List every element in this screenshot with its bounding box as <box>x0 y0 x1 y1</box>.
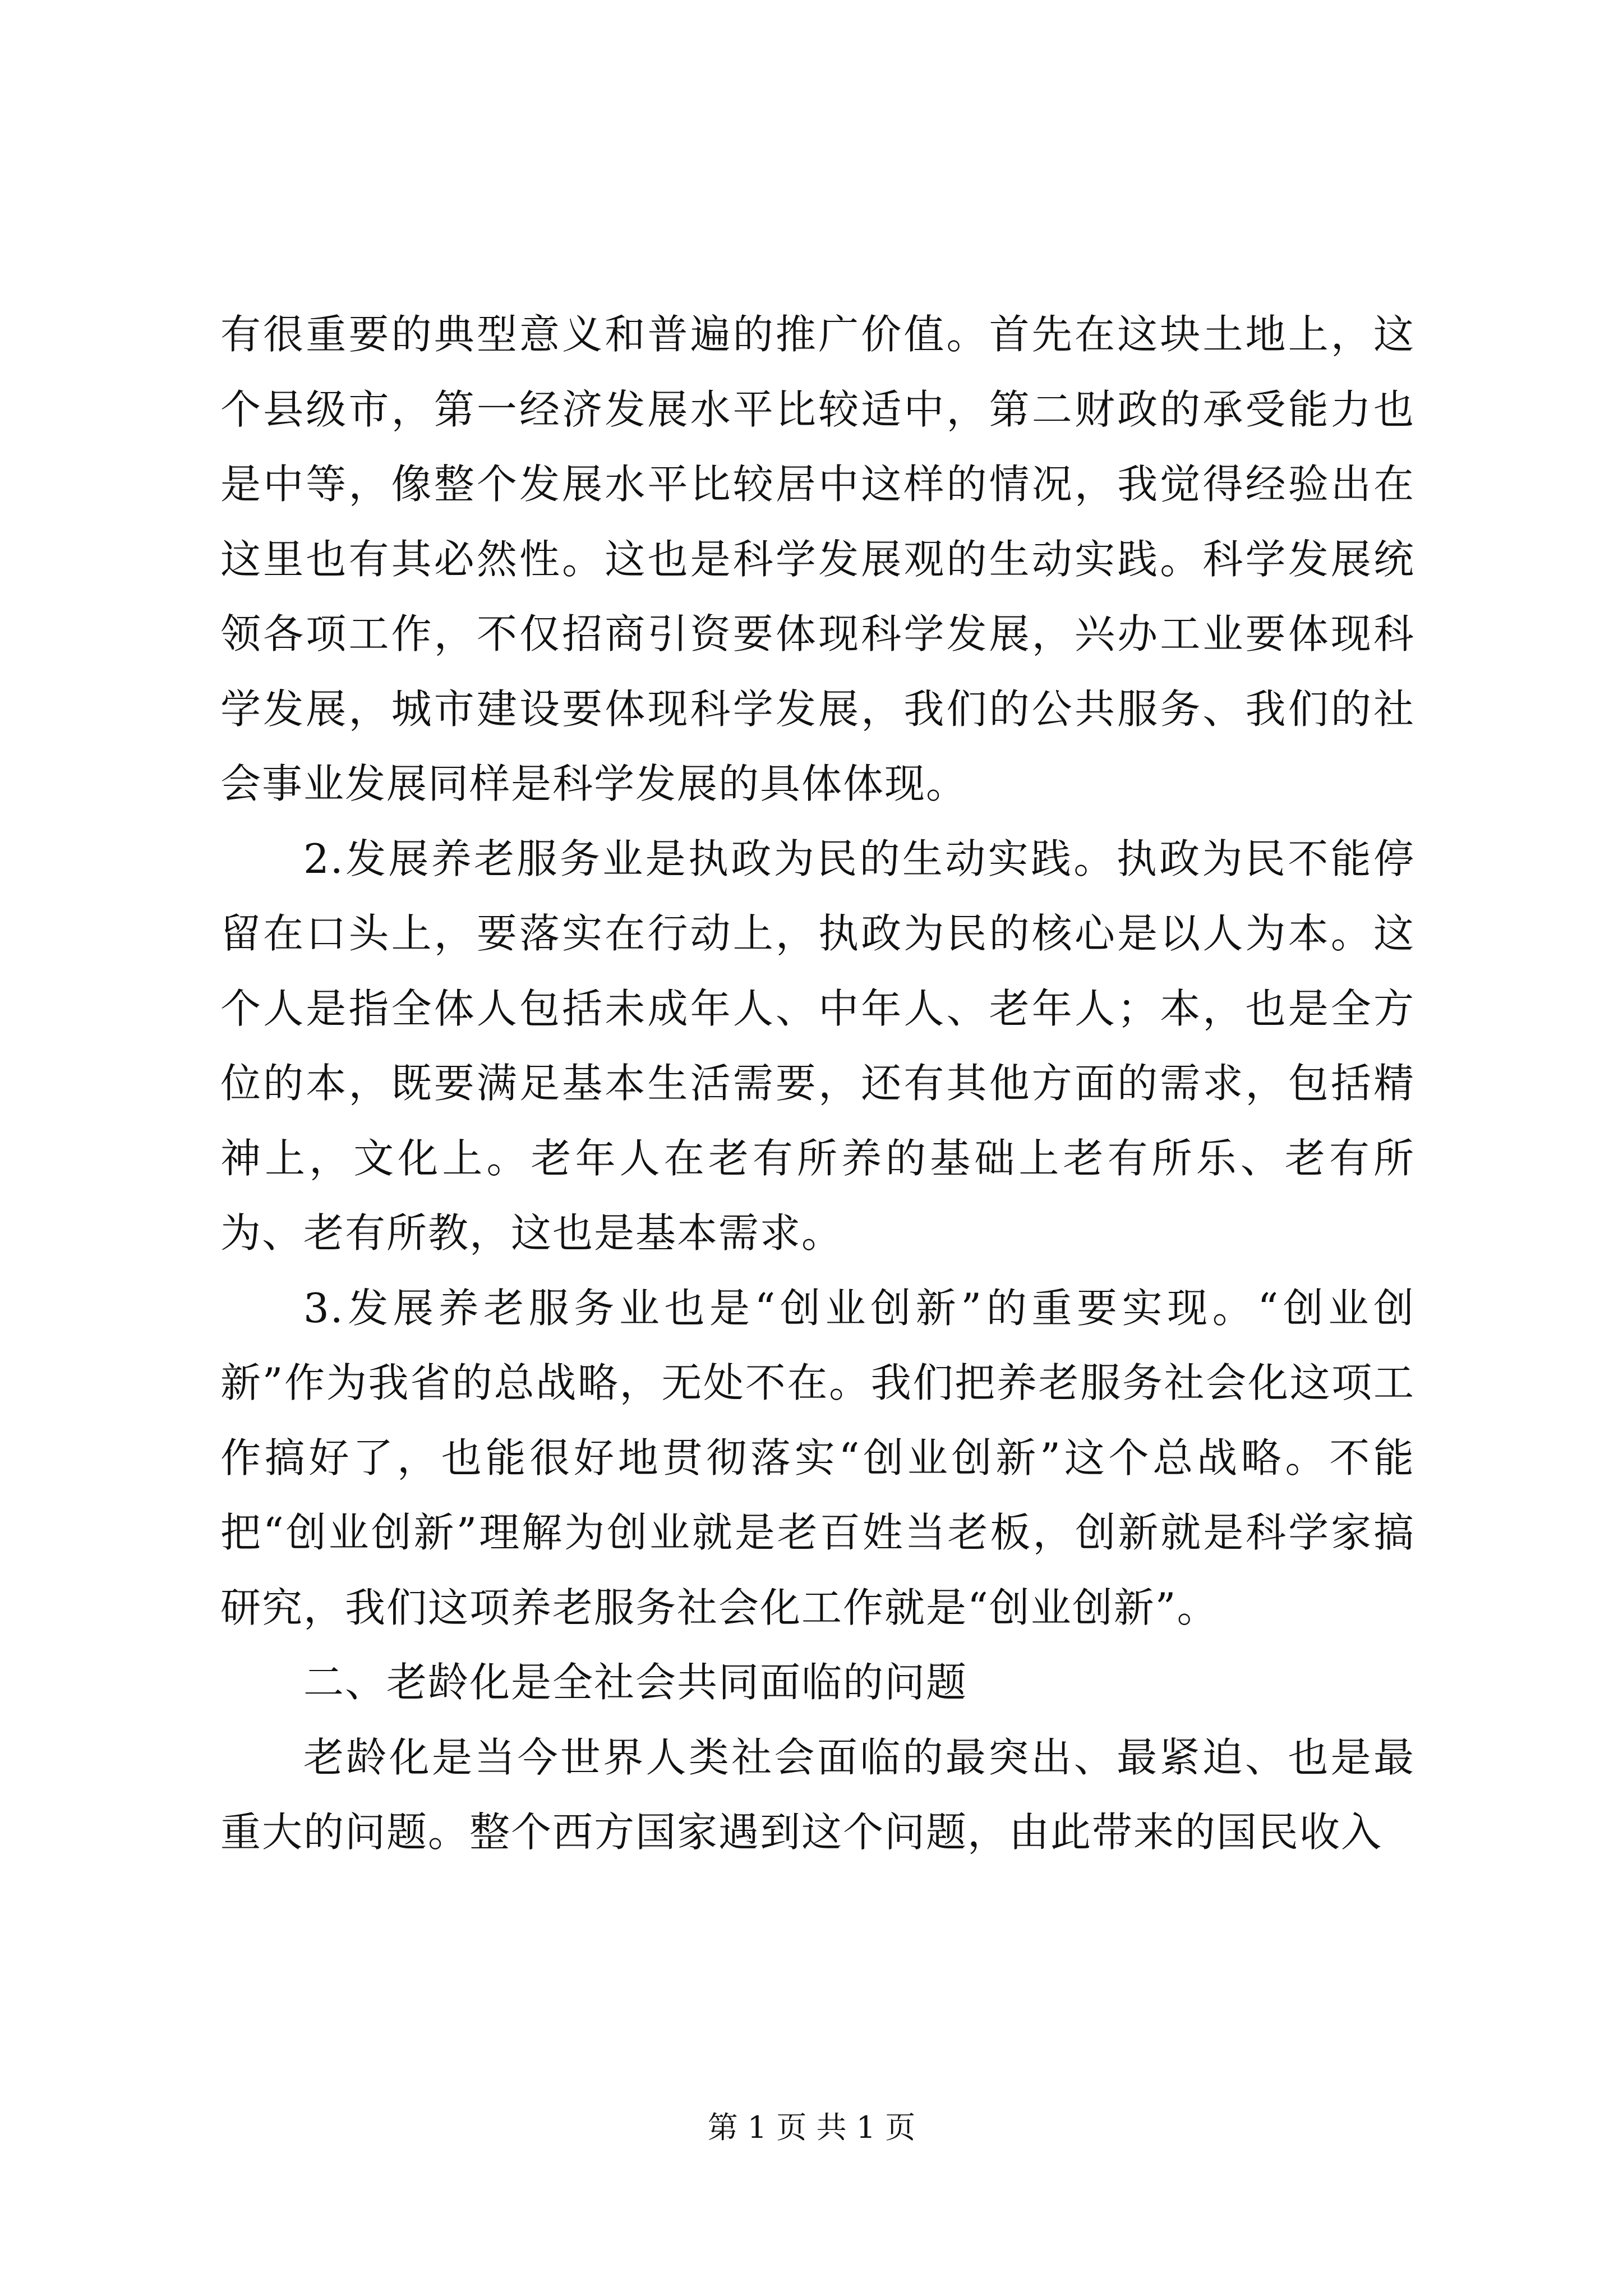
paragraph-aging: 老龄化是当今世界人类社会面临的最突出、最紧迫、也是最重大的问题。整个西方国家遇到这个问题，由此带来的国民收入 <box>220 1733 1415 1856</box>
paragraph-point-3: 3.发展养老服务业也是“创业创新”的重要实现。“创业创新”作为我省的总战略，无处不在。我们把养老服务社会化这项工作搞好了，也能很好地贯彻落实“创业创新”这个总战略。不能把“创业创新”理解为创业就是老百姓当老板，创新就是科学家搞研究，我们这项养老服务社会化工作就是“创业创新”。 <box>220 1284 1415 1631</box>
paragraph-point-2: 2.发展养老服务业是执政为民的生动实践。执政为民不能停留在口头上，要落实在行动上，执政为民的核心是以人为本。这个人是指全体人包括未成年人、中年人、老年人；本，也是全方位的本，既要满足基本生活需要，还有其他方面的需求，包括精神上，文化上。老年人在老有所养的基础上老有所乐、老有所为、老有所教，这也是基本需求。 <box>220 835 1415 1257</box>
page-footer: 第 1 页 共 1 页 <box>707 2110 916 2145</box>
section-heading-2: 二、老龄化是全社会共同面临的问题 <box>303 1659 968 1706</box>
paragraph-continuation: 有很重要的典型意义和普遍的推广价值。首先在这块土地上，这个县级市，第一经济发展水平比较适中，第二财政的承受能力也是中等，像整个发展水平比较居中这样的情况，我觉得经验出在这里也有其必然性。这也是科学发展观的生动实践。科学发展统领各项工作，不仅招商引资要体现科学发展，兴办工业要体现科学发展，城市建设要体现科学发展，我们的公共服务、我们的社会事业发展同样是科学发展的具体体现。 <box>220 311 1415 807</box>
document-body <box>220 297 1415 1870</box>
